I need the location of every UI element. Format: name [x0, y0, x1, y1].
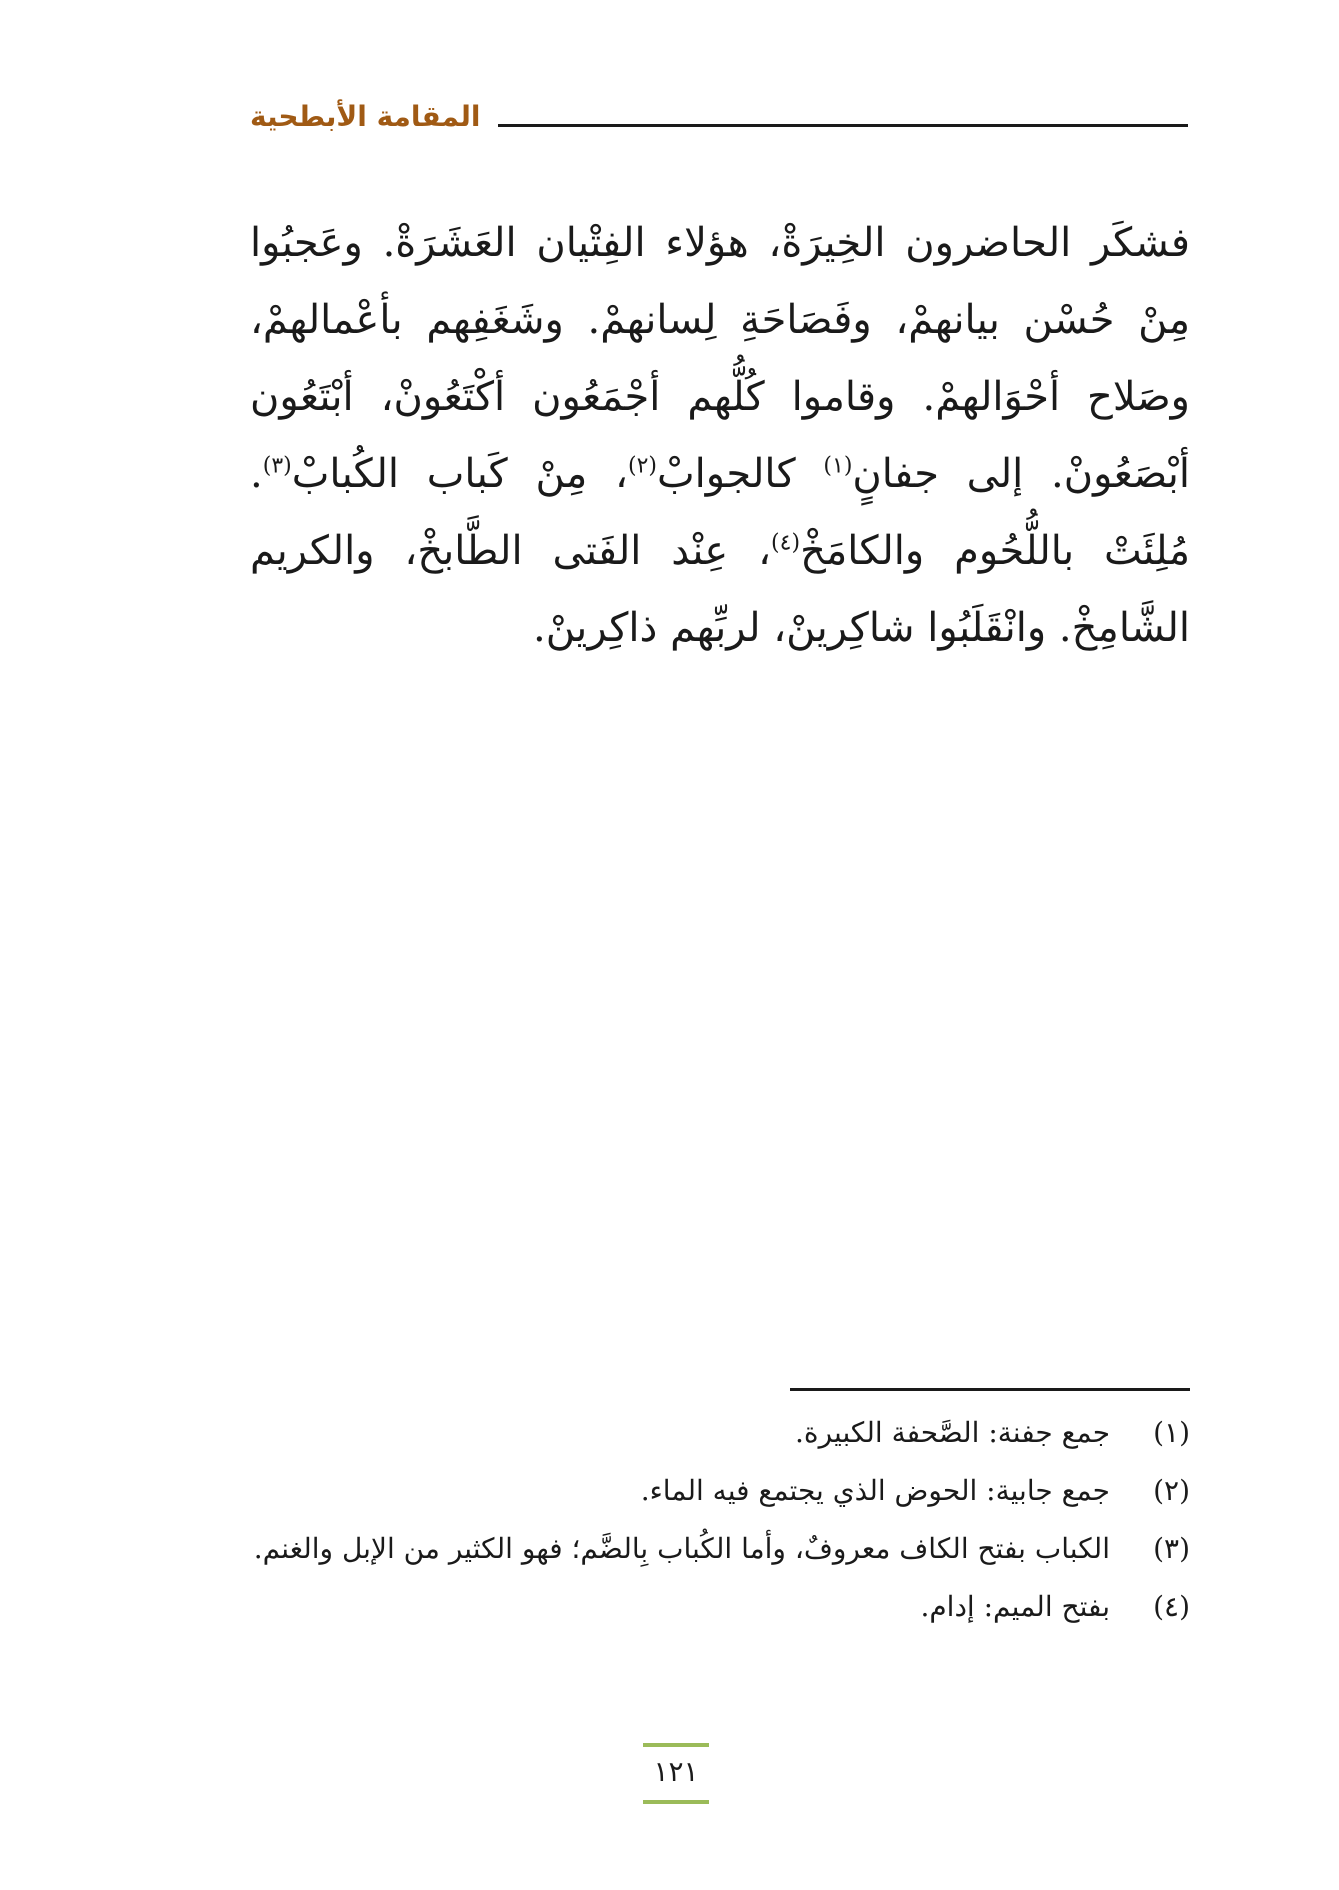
footnote-text: بفتح الميم: إدام.: [920, 1590, 1110, 1623]
footnote-text: جمع جفنة: الصَّحفة الكبيرة.: [795, 1416, 1110, 1449]
paragraph-text-4: . مُلِئَتْ باللُّحُوم والكامَخْ: [250, 451, 1190, 574]
header-rule: [498, 124, 1188, 127]
footnote-ref-1[interactable]: (١): [823, 453, 853, 479]
footnote-number: (٣): [1153, 1532, 1190, 1565]
paragraph-text-1: فشكَر الحاضرون الخِيرَةْ، هؤلاء الفِتْيان العَشَرَةْ. وعَجبُوا مِنْ حُسْن بيانهمْ، وفَصَاحَةِ لِسانهمْ. وشَغَفِهم بأعْمالهمْ، وصَلاح أحْوَالهمْ. وقاموا كُلُّهم أجْمَعُون أكْتَعُونْ، أبْتَعُون أبْصَعُونْ. إلى جفانٍ: [250, 220, 1191, 497]
footnote-item: [250, 1404, 1190, 1462]
footnote-text: الكباب بفتح الكاف معروفٌ، وأما الكُباب بِالضَّم؛ فهو الكثير من الإبل والغنم.: [253, 1532, 1110, 1565]
page-number-rule-bottom: [643, 1800, 709, 1804]
footnote-ref-2[interactable]: (٢): [627, 453, 657, 479]
paragraph-text-5: ، عِنْد الفَتى الطَّابخْ، والكريم الشَّامِخْ. وانْقَلَبُوا شاكِرينْ، لربِّهم ذاكِرينْ.: [250, 528, 1190, 651]
footnotes-list: [250, 1404, 1190, 1636]
page-number: ١٢١: [653, 1755, 699, 1788]
main-paragraph: [250, 205, 1190, 667]
footnote-ref-3[interactable]: (٣): [262, 453, 292, 479]
footnote-number: (٢): [1153, 1474, 1190, 1507]
page-number-rule-top: [643, 1743, 709, 1747]
footnote-number: (١): [1153, 1416, 1190, 1449]
footnote-ref-4[interactable]: (٤): [771, 530, 801, 556]
paragraph-text-3: ، مِنْ كَباب الكُبابْ: [291, 451, 628, 497]
footnote-item: [250, 1578, 1190, 1636]
paragraph-text-2: كالجوابْ: [656, 451, 796, 497]
footnote-separator: [790, 1388, 1190, 1391]
footnote-text: جمع جابية: الحوض الذي يجتمع فيه الماء.: [640, 1474, 1110, 1507]
footnote-item: [250, 1462, 1190, 1520]
footnote-item: [250, 1520, 1190, 1578]
footnote-number: (٤): [1153, 1590, 1190, 1623]
running-header-title: المقامة الأبطحية: [250, 100, 481, 133]
